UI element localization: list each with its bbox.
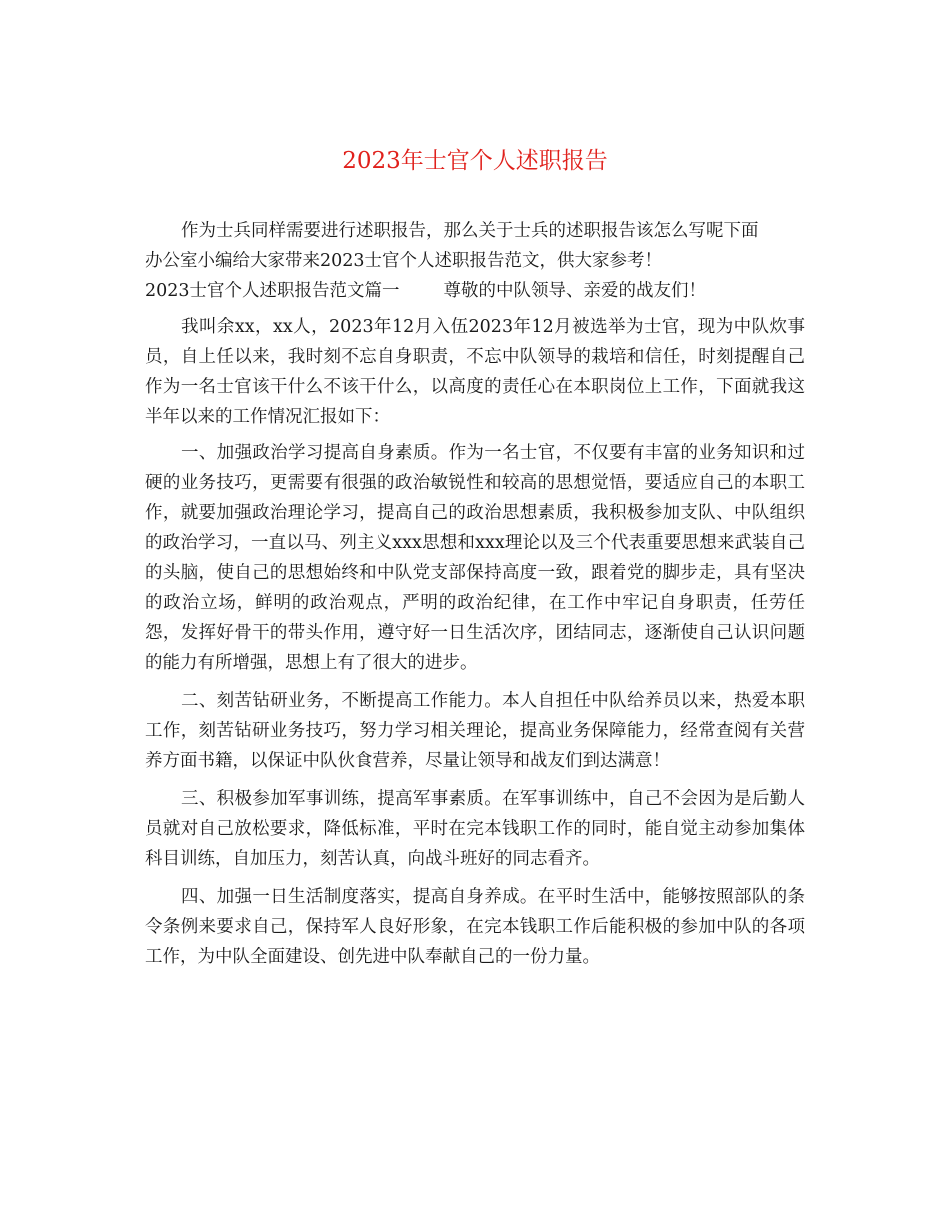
intro-line-1: 作为士兵同样需要进行述职报告，那么关于士兵的述职报告该怎么写呢下面 [181,221,759,241]
section-heading-line [145,276,805,306]
document-body [145,216,805,972]
paragraph-intro: 我叫余xx，xx人，2023年12月入伍2023年12月被选举为士官，现为中队炊事员，自上任以来，我时刻不忘自身职责，不忘中队领导的栽培和信任，时刻提醒自己作为一名士官该干什么不该干什么，以高度的责任心在本职岗位上工作，下面就我这半年以来的工作情况汇报如下： [145,317,805,427]
paragraph-four: 四、加强一日生活制度落实，提高自身养成。在平时生活中，能够按照部队的条令条例来要求自己，保持军人良好形象，在完本钱职工作后能积极的参加中队的各项工作，为中队全面建设、创先进中队奉献自己的一份力量。 [145,887,805,967]
paragraph-three: 三、积极参加军事训练，提高军事素质。在军事训练中，自己不会因为是后勤人员就对自己放松要求，降低标准，平时在完本钱职工作的同时，能自觉主动参加集体科目训练，自加压力，刻苦认真，向战斗班好的同志看齐。 [145,789,805,869]
intro-line-2: 办公室小编给大家带来2023士官个人述职报告范文，供大家参考！ [145,251,663,271]
paragraph-one: 一、加强政治学习提高自身素质。作为一名士官，不仅要有丰富的业务知识和过硬的业务技巧，更需要有很强的政治敏锐性和较高的思想觉悟，要适应自己的本职工作，就要加强政治理论学习，提高自己的政治思想素质，我积极参加支队、中队组织的政治学习，一直以马、列主义xxx思想和xxx理论以及三个代表重要思想来武装自己的头脑，使自己的思想始终和中队党支部保持高度一致，跟着党的脚步走，具有坚决的政治立场，鲜明的政治观点，严明的政治纪律，在工作中牢记自身职责，任劳任怨，发挥好骨干的带头作用，遵守好一日生活次序，团结同志，逐渐使自己认识问题的能力有所增强，思想上有了很大的进步。 [145,443,805,673]
salutation: 尊敬的中队领导、亲爱的战友们！ [443,281,707,301]
paragraph-two: 二、刻苦钻研业务，不断提高工作能力。本人自担任中队给养员以来，热爱本职工作，刻苦钻研业务技巧，努力学习相关理论，提高业务保障能力，经常查阅有关营养方面书籍，以保证中队伙食营养，尽量让领导和战友们到达满意！ [145,691,805,771]
document-title: 2023年士官个人述职报告 [342,148,608,174]
section-heading: 2023士官个人述职报告范文篇一 [145,281,400,301]
